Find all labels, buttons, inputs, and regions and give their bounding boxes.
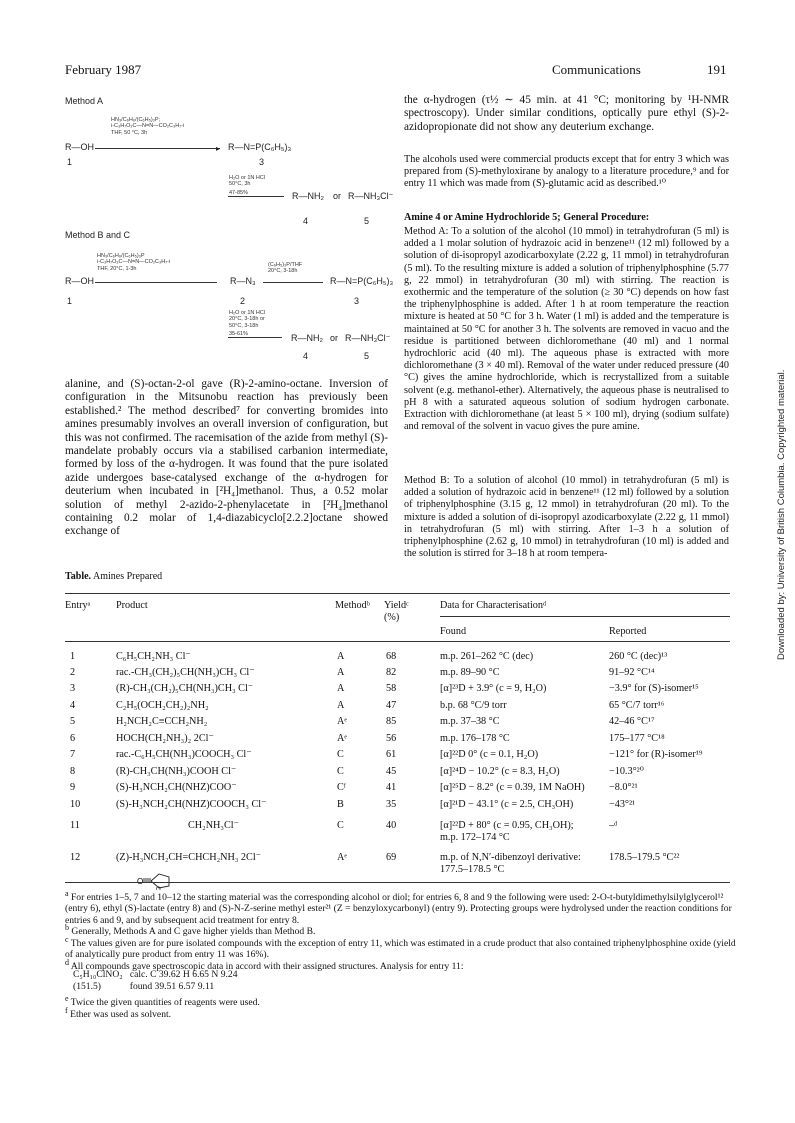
- cell-yield: 35: [386, 799, 397, 810]
- footnote-f: $^f$ Ether was used as solvent.: [65, 1006, 172, 1021]
- cell-yield: 45: [386, 766, 397, 777]
- cell-product: rac.-C₆H₅CH(NH₃)COOCH₃ Cl⁻: [116, 749, 252, 760]
- cell-found: m.p. of N,N′-dibenzoyl derivative:: [440, 852, 581, 863]
- cell-product: C₆H₅CH₂NH₃ Cl⁻: [116, 651, 191, 662]
- footnote-e: $^e$ Twice the given quantities of reagents were used.: [65, 994, 260, 1009]
- iminophosphorane-label: R—N=P(C₆H₅)₃: [228, 142, 292, 152]
- cell-entry: 6: [70, 733, 76, 744]
- cell-product: (Z)-H₃NCH₂CH=CHCH₂NH₃ 2Cl⁻: [116, 852, 262, 863]
- cell-reported: 260 °C (dec)¹³: [609, 651, 668, 662]
- cell-method: Aᵉ: [337, 716, 347, 727]
- cell-yield: 85: [386, 716, 397, 727]
- cell-method: B: [337, 799, 344, 810]
- cell-method: C: [337, 749, 344, 760]
- cell-found: [α]²⁵D − 8.2° (c = 0.39, 1M NaOH): [440, 782, 585, 793]
- svg-text:O: O: [156, 887, 161, 890]
- cell-found: m.p. 37–38 °C: [440, 716, 500, 727]
- method-b-procedure: Method B: To a solution of alcohol (10 mmol) in tetrahydrofuran (5 ml) is added a solution of hydrazoic acid in benzene¹¹ (12 ml) followed by a solution of triphenylphosphine (3.15 g, 12 mmol) in tetrahydrofuran (20 ml). To the mixture is added a solution of di-isopropyl azodicarboxylate (2.22 g, 11 mmol) in tetrahydrofuran (5 ml) with stirring. After 1–3 h a solution of triphenylphosphine (2.62 g, 10 mmol) in tetrahydrofuran (10 ml) is added and the solution is stirred for 3–18 h at room tempera-: [404, 475, 729, 560]
- col-data: Data for Characterisationᵈ: [440, 600, 547, 611]
- cell-entry: 8: [70, 766, 76, 777]
- cell-method: A: [337, 700, 345, 711]
- footnote-b: $^b$ Generally, Methods A and C gave higher yields than Method B.: [65, 923, 316, 938]
- cell-reported: 178.5–179.5 °C²²: [609, 852, 680, 863]
- alcohols-paragraph: The alcohols used were commercial products except that for entry 3 which was prepared from (S)-methyloxirane by analogy to a literature procedure,⁹ and for entry 11 which was made from (S)-glutamic acid as described.¹⁰: [404, 154, 729, 190]
- cell-reported: 42–46 °C¹⁷: [609, 716, 655, 727]
- cell-entry: 9: [70, 782, 76, 793]
- cell-yield: 40: [386, 820, 397, 831]
- cell-yield: 58: [386, 683, 397, 694]
- cell-method: A: [337, 651, 345, 662]
- cell-yield: 69: [386, 852, 397, 863]
- cell-method: A: [337, 683, 345, 694]
- cell-entry: 5: [70, 716, 76, 727]
- cell-found: [α]²²D 0° (c = 0.1, H₂O): [440, 749, 539, 760]
- cell-reported: 91–92 °C¹⁴: [609, 667, 655, 678]
- cell-yield: 68: [386, 651, 397, 662]
- cell-yield: 56: [386, 733, 397, 744]
- cell-reported: −121° for (R)-isomer¹⁹: [609, 749, 703, 760]
- cell-reported: −3.9° for (S)-isomer¹⁵: [609, 683, 699, 694]
- col-found: Found: [440, 626, 467, 637]
- cell-found-line2: m.p. 172–174 °C: [440, 832, 510, 843]
- col-reported: Reported: [609, 626, 647, 637]
- cell-product: (S)-H₃NCH₂CH(NHZ)COOCH₃ Cl⁻: [116, 799, 267, 810]
- hydrolysis-conditions: H₂O or 1N HCl 50°C, 3h 47-85%: [229, 175, 266, 196]
- cell-yield: 82: [386, 667, 397, 678]
- cell-yield: 41: [386, 782, 397, 793]
- cell-entry: 2: [70, 667, 76, 678]
- cell-method: Cᶠ: [337, 782, 346, 793]
- cell-product: (R)-CH₃(CH₂)₅CH(NH₃)CH₃ Cl⁻: [116, 683, 254, 694]
- cell-reported: –ᵈ: [609, 820, 618, 831]
- col-yield: Yieldᶜ: [384, 600, 409, 611]
- cell-entry: 7: [70, 749, 76, 760]
- cell-product: H₂NCH₂C≡CCH₂NH₂: [116, 716, 208, 727]
- footnote-c: $^c$ The values given are for pure isolated compounds with the exception of entry 11, which was estimated in a crude product that also contained triphenylphosphine oxide (yield of analytically pure product from entry 11 was 16%).: [65, 935, 736, 961]
- cell-yield: 47: [386, 700, 397, 711]
- col-entry: Entryᵃ: [65, 600, 91, 611]
- cell-entry: 3: [70, 683, 76, 694]
- cell-method: Aᵉ: [337, 852, 347, 863]
- cell-method: C: [337, 766, 344, 777]
- alcohol-label: R—OH: [65, 142, 94, 152]
- footnote-a: $^a$ For entries 1–5, 7 and 10–12 the starting material was the corresponding alcohol or diol; for entries 6, 8 and 9 the following were used: 2-O-t-butyldimethylsilylglycerol¹² (entry 6), ethyl (S)-lactate (entry 8) and (S)-N-Z-serine methyl ester²¹ (Z = benzyloxycarbonyl) (entry 9). Protecting groups were hydrolysed under the reaction conditions for entries 6 and 9, and by subsequent acid treatment for entry 8.: [65, 889, 732, 926]
- cell-found: [α]²¹D − 43.1° (c = 2.5, CH₃OH): [440, 799, 574, 810]
- cell-reported: −10.3°²⁰: [609, 766, 644, 777]
- footnote-d: $^d$ All compounds gave spectroscopic data in accord with their assigned structures. Analysis for entry 11:: [65, 958, 464, 973]
- right-column-intro: the α-hydrogen (τ½ ∼ 45 min. at 41 °C; monitoring by ¹H-NMR spectroscopy). Under similar conditions, optically pure ethyl (S)-2-azidopropionate did not show any deuterium exchange.: [404, 94, 729, 133]
- cell-found: [α]²²D + 80° (c = 0.95, CH₃OH);: [440, 820, 574, 831]
- bc-conditions: HN₃/C₆H₆/(C₆H₅)₃P i-C₃H₇O₂C—N=N—CO₂C₃H₇-i THF, 20°C, 1-3h: [97, 253, 171, 272]
- cell-entry: 10: [70, 799, 81, 810]
- cell-product: (R)-CH₃CH(NH₃)COOH Cl⁻: [116, 766, 237, 777]
- cell-method: Aᵉ: [337, 733, 347, 744]
- cell-found: m.p. 176–178 °C: [440, 733, 510, 744]
- general-procedure-heading: Amine 4 or Amine Hydrochloride 5; General Procedure:: [404, 212, 650, 223]
- col-product: Product: [116, 600, 148, 611]
- cell-entry: 4: [70, 700, 76, 711]
- download-watermark: Downloaded by: University of British Columbia. Copyrighted material.: [776, 369, 787, 660]
- cell-reported: −43°²¹: [609, 799, 636, 810]
- cell-reported: 175–177 °C¹⁸: [609, 733, 665, 744]
- azide-label: R—N₃: [230, 276, 256, 286]
- cell-method: A: [337, 667, 345, 678]
- col-method: Methodᵇ: [335, 600, 370, 611]
- a-conditions: HN₃/C₆H₆/(C₆H₅)₃P; i-C₃H₇O₂C—N=N—CO₂C₃H₇-i THF, 50 °C, 3h: [111, 117, 185, 136]
- cell-yield: 61: [386, 749, 397, 760]
- cell-product: rac.-CH₃(CH₂)₅CH(NH₃)CH₃ Cl⁻: [116, 667, 255, 678]
- cell-found-line2: 177.5–178.5 °C: [440, 864, 505, 875]
- cell-method: C: [337, 820, 344, 831]
- arrow-a: [95, 148, 220, 149]
- cell-entry: 11: [70, 820, 80, 831]
- cell-entry: 1: [70, 651, 76, 662]
- cell-found: [α]²³D + 3.9° (c = 9, H₂O): [440, 683, 547, 694]
- cell-reported: −8.0°²¹: [609, 782, 638, 793]
- cell-found: b.p. 68 °C/9 torr: [440, 700, 507, 711]
- cell-product: C₂H₅(OCH₂CH₂)₂NH₂: [116, 700, 209, 711]
- cell-product: HOCH(CH₂NH₃)₂ 2Cl⁻: [116, 733, 214, 744]
- cell-entry: 12: [70, 852, 81, 863]
- cell-found: m.p. 89–90 °C: [440, 667, 500, 678]
- running-date: February 1987: [65, 62, 142, 77]
- cell-found: [α]²⁴D − 10.2° (c = 8.3, H₂O): [440, 766, 560, 777]
- cell-product: (S)-H₃NCH₂CH(NHZ)COO⁻: [116, 782, 237, 793]
- method-a-procedure: Method A: To a solution of the alcohol (10 mmol) in tetrahydrofuran (5 ml) is added a 1 molar solution of hydrazoic acid in benzene¹¹ (12 ml) followed by a solution of di-isopropyl azodicarboxylate (2.22 g, 11 mmol) in tetrahydrofuran (5 ml). To the resulting mixture is added a solution of triphenylphosphine (5.77 g, 22 mmol) in tetrahydrofuran (30 ml) with stirring. The reaction is exothermic and the temperature of the solution (≥ 30 °C) depends on how fast the triphenylphosphine is added. After 1 h at room temperature the reaction mixture is heated at 50 °C for 3 h. Water (1 ml) is added and the temperature is maintained at 50 °C for another 3 h. The solvents are removed in vacuo and the residue is partitioned between dichloromethane (40 ml) and 1 normal hydrochloric acid (40 ml). The aqueous phase is extracted with more dichloromethane (3 × 40 ml). Removal of the water under reduced pressure (40 °C) gives the amine hydrochloride, which is recrystallized from a suitable solvent (e.g. methanol-ether). Alternatively, the aqueous phase is neutralised to pH 8 with a saturated aqueous solution of sodium hydrogen carbonate. Extraction with dichloromethane (at least 5 × 100 ml), drying (sodium sulfate) and removal of the solvent in vacuo gives the pure amine.: [404, 226, 729, 433]
- cell-reported: 65 °C/7 torr¹⁶: [609, 700, 665, 711]
- method-a-label: Method A: [65, 96, 104, 106]
- running-section: Communications: [552, 62, 641, 77]
- page-number: 191: [707, 62, 727, 77]
- cell-product: CH₂NH₃Cl⁻: [188, 820, 239, 831]
- table-title: Table. Amines Prepared: [65, 571, 163, 582]
- method-bc-label: Method B and C: [65, 230, 131, 240]
- lactone-ring-structure: [137, 868, 187, 890]
- cell-found: m.p. 261–262 °C (dec): [440, 651, 534, 662]
- left-column-text: alanine, and (S)-octan-2-ol gave (R)-2-amino-octane. Inversion of configuration in the Mitsunobu reaction has previously been established.² The method described⁷ for converting bromides into amines presumably involves an overall inversion of configuration, but this was not confirmed. The racemisation of the azide from methyl (S)-mandelate probably occurs via a stabilised carbanion intermediate, formed by loss of the α-hydrogen. It was found that the pure isolated azide undergoes base-catalysed exchange of the α-hydrogen for deuterium when incubated in [²H₄]methanol. Thus, a 0.52 molar solution of methyl 2-azido-2-phenylacetate in [²H₄]methanol containing 0.2 molar of 1,4-diazabicyclo[2.2.2]octane showed exchange of: [65, 378, 388, 538]
